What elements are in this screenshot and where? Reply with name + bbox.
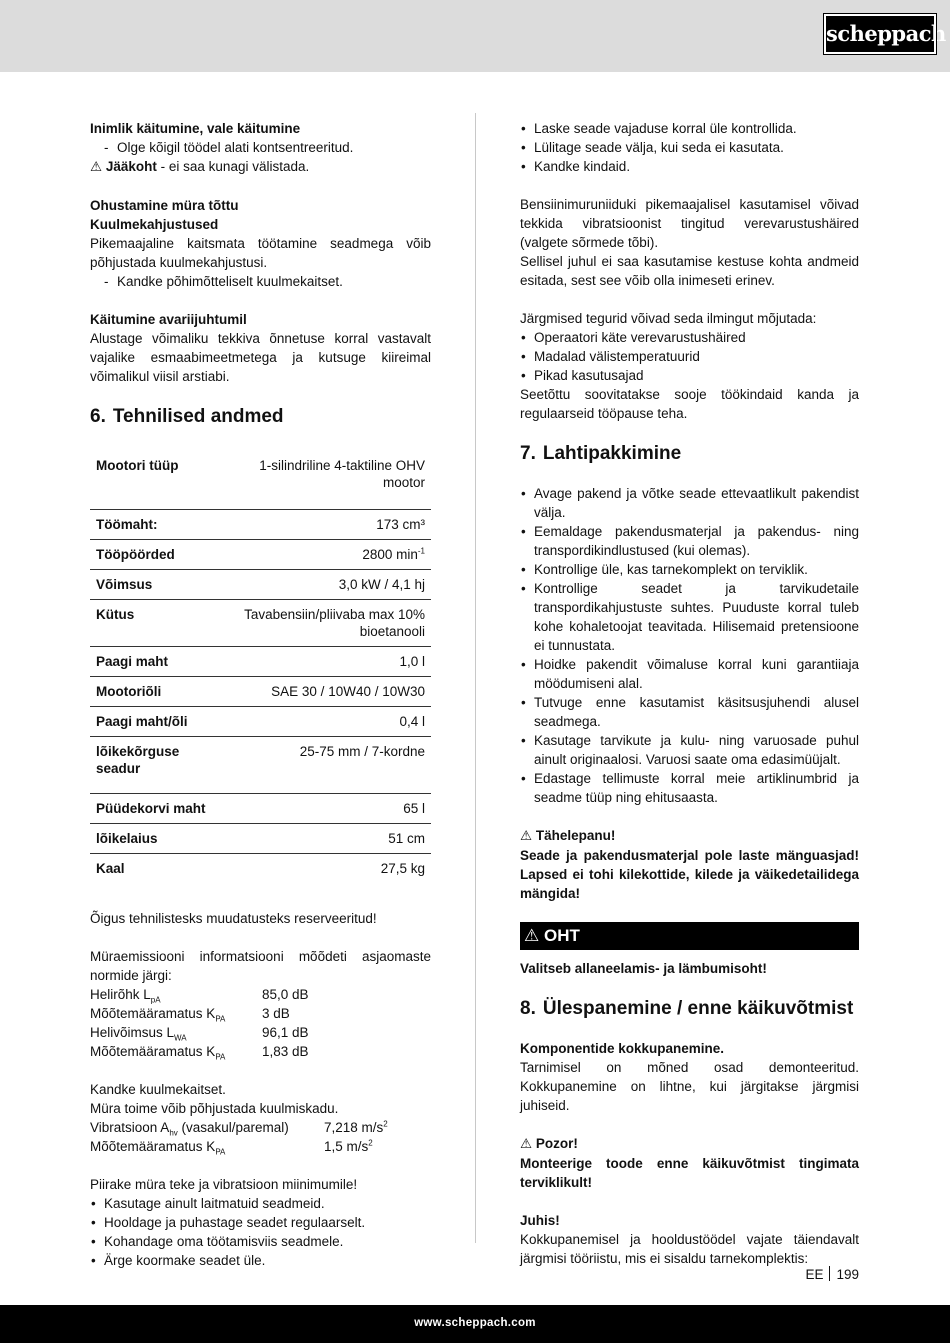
section-8-heading (520, 997, 859, 1021)
spec-value: 1-silindriline 4-taktiline OHV mootor (259, 458, 425, 490)
human-behavior-section (90, 119, 431, 177)
check-list (520, 119, 859, 176)
column-divider (475, 113, 476, 1243)
noise-label (90, 985, 262, 1004)
section-heading: Ohustamine müra tõttu (90, 198, 239, 213)
language-code: EE (805, 1267, 824, 1282)
subscript: hv (169, 1128, 178, 1138)
paragraph: Sellisel juhul ei saa kasutamise kestuse kohta andmeid esitada, sest see võib olla inimeseti erinev. (520, 254, 859, 288)
subscript: PA (215, 1147, 226, 1157)
list-item: • Laske seade vajaduse korral üle kontrollida. (520, 119, 859, 138)
unpack-list (520, 484, 859, 807)
list-item: • Ärge koormake seadet üle. (90, 1251, 431, 1270)
value-text: 7,218 m/s (324, 1120, 384, 1135)
right-column (520, 119, 859, 1268)
noise-values-block (90, 947, 431, 1061)
emergency-section (90, 310, 431, 386)
attention-block (520, 826, 859, 903)
table-row (90, 707, 431, 737)
list-item: • Lülitage seade välja, kui seda ei kasutata. (520, 138, 859, 157)
spec-value: 3,0 kW / 4,1 hj (338, 577, 425, 592)
list-item: • Avage pakend ja võtke seade ettevaatlikult pakendist välja. (520, 484, 859, 522)
hearing-note: Müra toime võib põhjustada kuulmiskadu. (90, 1101, 339, 1116)
list-item: • Kasutage ainult laitmatuid seadmeid. (90, 1194, 431, 1213)
attention-label: Tähelepanu! (535, 828, 616, 843)
section-heading: Inimlik käitumine, vale käitumine (90, 121, 301, 136)
spec-value: 1,0 l (399, 654, 425, 669)
limit-title: Piirake müra teke ja vibratsioon miinimumile! (90, 1177, 358, 1192)
page-number (805, 1265, 859, 1284)
list-item: • Pikad kasutusajad (520, 366, 859, 385)
danger-banner (520, 922, 859, 950)
separator (829, 1266, 830, 1281)
list-item: • Operaatori käte verevarustushäired (520, 328, 859, 347)
uncertainty-row (90, 1137, 431, 1156)
paragraph: Seetõttu soovitatakse sooje töökindaid kanda ja regulaarseid tööpause teha. (520, 387, 859, 421)
paragraph: Alustage võimaliku tekkiva õnnetuse korral vastavalt vajalike esmaabimeetmetega ja kutsuge kiireimal võimalikul viisil arstiabi. (90, 331, 431, 384)
noise-value: 3 dB (262, 1006, 290, 1021)
superscript: -1 (417, 546, 425, 556)
paragraph: Pikemaajaline kaitsmata töötamine seadmega võib põhjustada kuulmekahjustusi. (90, 236, 431, 270)
vibration-label (90, 1118, 324, 1137)
spec-key: Tööpöörded (96, 547, 175, 562)
subscript: WA (174, 1033, 187, 1043)
spec-key: Paagi maht (96, 654, 169, 669)
spec-key: Töömaht: (96, 517, 158, 532)
section-title: Ülespanemine / enne käikuvõtmist (542, 998, 854, 1019)
table-row (90, 540, 431, 570)
section-number: 8. (520, 998, 536, 1019)
section-number: 7. (520, 443, 536, 464)
left-column (90, 119, 431, 1270)
table-row (90, 647, 431, 677)
vibration-block (90, 1080, 431, 1156)
paragraph: Kokkupanemisel ja hooldustöödel vajate täiendavalt järgmisi tööriistu, mis ei sisaldu tarnekomplektis: (520, 1232, 859, 1266)
table-row (90, 794, 431, 824)
spec-key: lõikelaius (96, 831, 158, 846)
footer-bar (0, 1305, 950, 1343)
superscript: 2 (368, 1138, 373, 1148)
spec-value-text: 2800 min (362, 547, 418, 562)
table-row (90, 737, 431, 794)
spec-key: Mootori tüüp (96, 458, 179, 473)
noise-value: 96,1 dB (262, 1025, 309, 1040)
label-text: Mõõtemääramatus K (90, 1044, 216, 1059)
spec-key: Võimsus (96, 577, 153, 592)
label-text: Helivõimsus L (90, 1025, 175, 1040)
section-heading: Käitumine avariijuhtumil (90, 312, 247, 327)
dash-item: - Kandke põhimõtteliselt kuulmekaitset. (90, 272, 431, 291)
website-link[interactable]: www.scheppach.com (414, 1317, 536, 1329)
wear-note: Kandke kuulmekaitset. (90, 1082, 226, 1097)
list-item: • Hoidke pakendit võimaluse korral kuni garantiiaja möödumiseni alal. (520, 655, 859, 693)
paragraph: Bensiinimuruniiduki pikemaajalisel kasutamisel võivad tekkida vibratsioonist tingitud verevarustushäired (valgete sõrmede tõbi). (520, 197, 859, 250)
factors-title: Järgmised tegurid võivad seda ilmingut mõjutada: (520, 311, 817, 326)
spec-key: Paagi maht/õli (96, 714, 188, 729)
page-number-value: 199 (836, 1267, 859, 1282)
spec-key: Kaal (96, 861, 125, 876)
value-text: 1,5 m/s (324, 1139, 369, 1154)
section-number: 6. (90, 406, 106, 427)
spec-key: Kütus (96, 607, 135, 622)
caution-block (520, 1134, 859, 1192)
table-row (90, 600, 431, 647)
attention-title (520, 826, 859, 846)
vibration-value (324, 1118, 388, 1137)
top-bar (0, 0, 950, 72)
spec-key: Püüdekorvi maht (96, 801, 206, 816)
label-text: Mõõtemääramatus K (90, 1139, 216, 1154)
uncertainty-value (324, 1137, 373, 1156)
table-row (90, 510, 431, 540)
table-row (90, 570, 431, 600)
note-title: Juhis! (520, 1213, 560, 1228)
subscript: PA (215, 1052, 226, 1062)
factors-block (520, 309, 859, 423)
section-title: Tehnilised andmed (112, 406, 284, 427)
spec-value: 25-75 mm / 7-kordne (299, 744, 425, 759)
attention-text: Seade ja pakendusmaterjal pole laste mänguasjad! Lapsed ei tohi kilekottide, kilede ja väikedetailidega mängida! (520, 848, 859, 901)
residual-risk-line (90, 157, 431, 177)
section-subheading: Kuulmekahjustused (90, 217, 219, 232)
dash-item: - Olge kõigil töödel alati kontsentreeritud. (90, 138, 431, 157)
list-item: • Eemaldage pakendusmaterjal ja pakendus- ning transpordikindlustused (kui olemas). (520, 522, 859, 560)
noise-value-row (90, 985, 431, 1004)
limit-block (90, 1175, 431, 1270)
limit-list (90, 1194, 431, 1270)
spec-value: 65 l (403, 801, 425, 816)
spec-value: Tavabensiin/pliivaba max 10% bioetanooli (244, 607, 425, 639)
warning-icon: ⚠ (520, 1136, 533, 1152)
assembly-block (520, 1039, 859, 1115)
danger-label: OHT (543, 926, 580, 945)
caution-title (520, 1134, 859, 1154)
spec-value: 27,5 kg (380, 861, 425, 876)
spec-value: 51 cm (388, 831, 425, 846)
paragraph: Tarnimisel on mõned osad demonteeritud. Kokkupanemine on lihtne, kui järgitakse järgmisi juhiseid. (520, 1060, 859, 1113)
warning-icon: ⚠ (520, 828, 533, 844)
spec-value (215, 540, 431, 570)
caution-label: Pozor! (535, 1136, 578, 1151)
noise-label (90, 1023, 262, 1042)
subscript: PA (215, 1014, 226, 1024)
noise-value: 1,83 dB (262, 1044, 309, 1059)
section-7-heading (520, 442, 859, 466)
list-item: • Kandke kindaid. (520, 157, 859, 176)
list-item: • Kontrollige seadet ja tarvikudetaile transpordikahjustuste suhtes. Puuduste korral tuleb kohe kohaletoojat teavitada. Hilisemaid pretensioone ei tunnustata. (520, 579, 859, 655)
spec-key: Mootoriõli (96, 684, 162, 699)
residual-label: Jääkoht (105, 159, 157, 174)
warning-icon: ⚠ (524, 926, 540, 946)
list-item: • Madalad välistemperatuurid (520, 347, 859, 366)
factors-list (520, 328, 859, 385)
danger-text: Valitseb allaneelamis- ja lämbumisoht! (520, 961, 767, 976)
noise-label (90, 1042, 262, 1061)
spec-value: 173 cm³ (376, 517, 425, 532)
table-row (90, 677, 431, 707)
paragraph: Müraemissiooni informatsiooni mõõdeti asjaomaste normide järgi: (90, 949, 431, 983)
vibration-warning (520, 195, 859, 290)
rights-note: Õigus tehnilistesks muudatusteks reserveeritud! (90, 911, 377, 926)
superscript: 2 (383, 1119, 388, 1129)
list-item: • Hooldage ja puhastage seadet regulaarselt. (90, 1213, 431, 1232)
warning-icon: ⚠ (90, 159, 103, 175)
noise-value: 85,0 dB (262, 987, 309, 1002)
caution-text: Monteerige toode enne käikuvõtmist tingimata terviklikult! (520, 1156, 859, 1190)
label-text: Mõõtemääramatus K (90, 1006, 216, 1021)
label-text: (vasakul/paremal) (177, 1120, 289, 1135)
note-block (520, 1211, 859, 1268)
vibration-row (90, 1118, 431, 1137)
spec-value: SAE 30 / 10W40 / 10W30 (271, 684, 425, 699)
assembly-title: Komponentide kokkupanemine. (520, 1041, 725, 1056)
noise-label (90, 1004, 262, 1023)
brand-logo: scheppach (824, 14, 936, 54)
noise-value-row (90, 1042, 431, 1061)
label-text: Helirõhk L (90, 987, 151, 1002)
uncertainty-label (90, 1137, 324, 1156)
table-row (90, 447, 431, 510)
spec-key: lõikekõrguse seadur (96, 744, 180, 776)
specs-table (90, 447, 431, 883)
residual-text: - ei saa kunagi välistada. (156, 159, 310, 174)
table-row (90, 824, 431, 854)
list-item: • Kohandage oma töötamisviis seadmele. (90, 1232, 431, 1251)
list-item: • Tutvuge enne kasutamist käsitsusjuhendi alusel seadmega. (520, 693, 859, 731)
noise-value-row (90, 1004, 431, 1023)
list-item: • Edastage tellimuste korral meie artiklinumbrid ja seadme tüüp ning ehitusaasta. (520, 769, 859, 807)
list-item: • Kasutage tarvikute ja kulu- ning varuosade puhul ainult originaalosi. Varuosi saate oma edasimüüjalt. (520, 731, 859, 769)
section-6-heading (90, 405, 431, 429)
spec-value: 0,4 l (399, 714, 425, 729)
label-text: Vibratsioon A (90, 1120, 170, 1135)
section-title: Lahtipakkimine (542, 443, 682, 464)
subscript: pA (150, 995, 161, 1005)
table-row (90, 854, 431, 884)
list-item: • Kontrollige üle, kas tarnekomplekt on terviklik. (520, 560, 859, 579)
noise-section (90, 196, 431, 291)
noise-value-row (90, 1023, 431, 1042)
